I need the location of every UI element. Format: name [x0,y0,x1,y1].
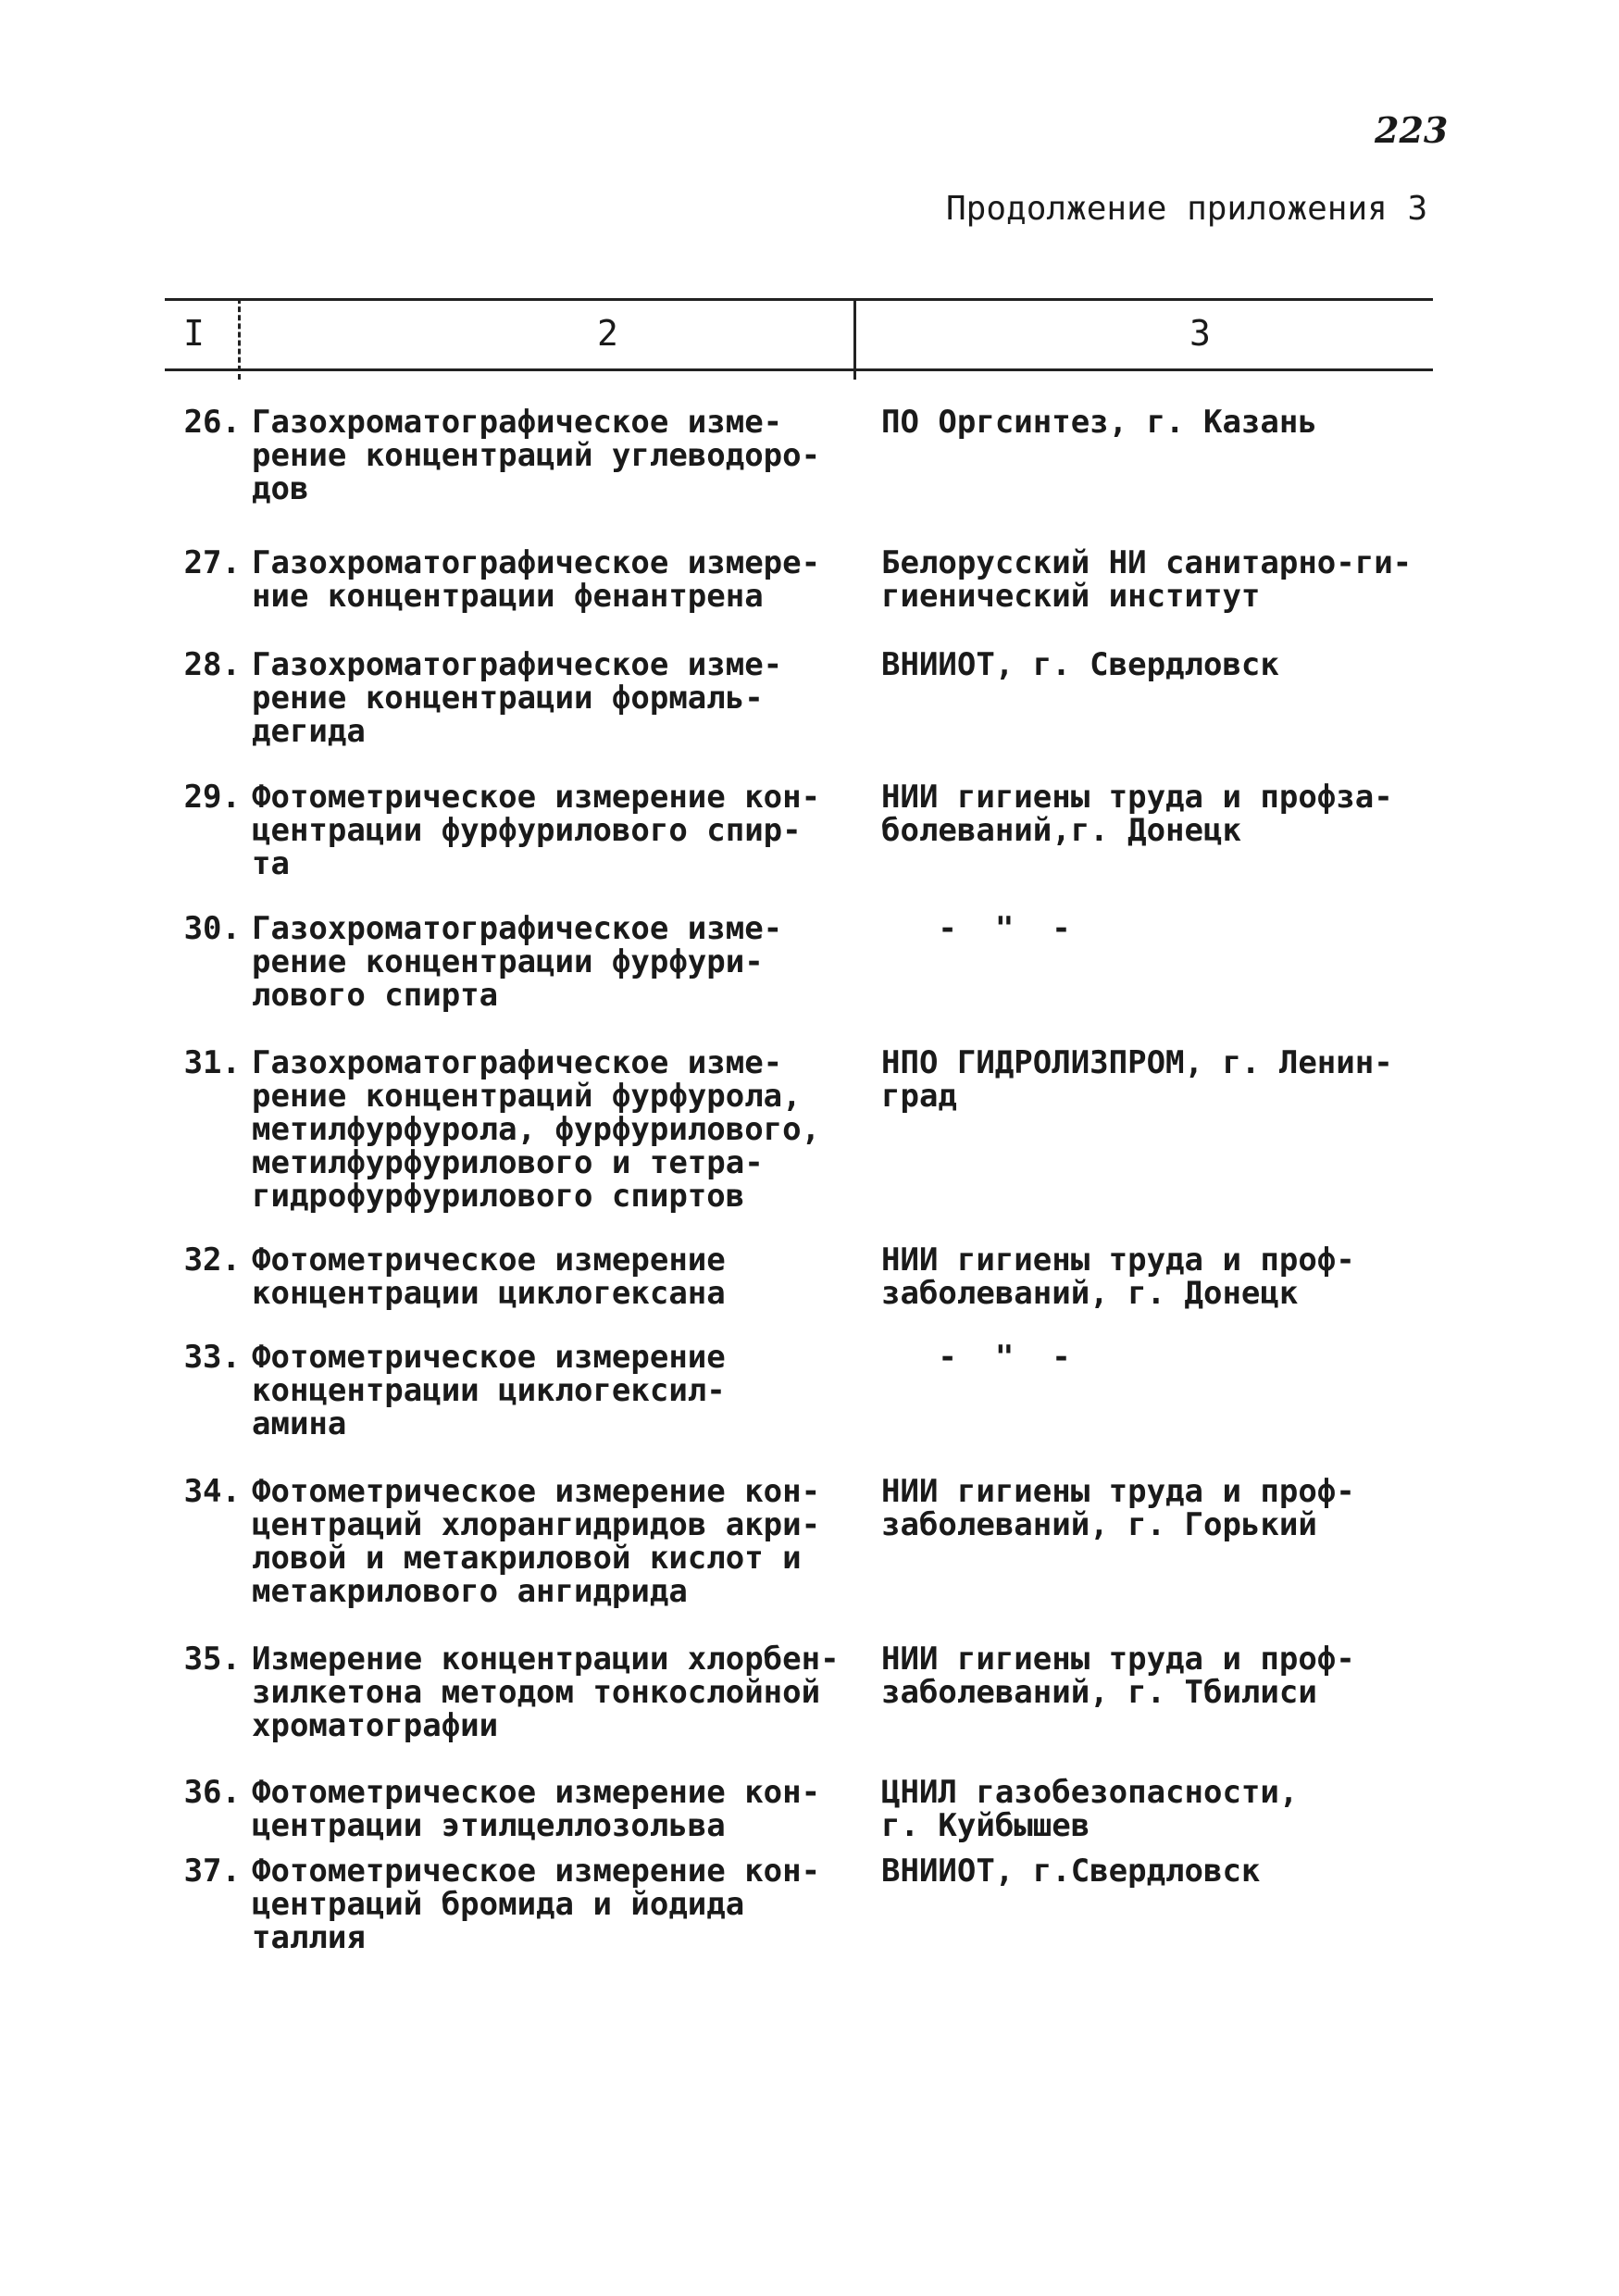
entry-organization: ПО Оргсинтез, г. Казань [881,404,1317,441]
column-header-3: 3 [1189,313,1211,354]
entry-number: 27. [183,544,241,581]
entry-organization: НПО ГИДРОЛИЗПРОМ, г. Ленин- град [881,1044,1393,1115]
entry-organization: Белорусский НИ санитарно-ги- гиенический институт [881,544,1413,615]
entry-number: 29. [183,779,241,816]
entry-description: Фотометрическое измерение кон- центрации фурфурилового спир- та [252,779,821,882]
table-header-rule [165,368,1433,371]
entry-organization: ВНИИОТ, г.Свердловск [881,1853,1261,1890]
continuation-title: Продолжение приложения 3 [946,190,1428,228]
table-top-rule [165,298,1433,301]
entry-organization: НИИ гигиены труда и проф- заболеваний, г. Горький [881,1473,1355,1543]
entry-number: 37. [183,1853,241,1890]
entry-description: Газохроматографическое изме- рение концентрации формаль- дегида [252,646,783,750]
entry-organization: - " - [881,1339,1071,1376]
entry-description: Фотометрическое измерение концентрации циклогексил- амина [252,1339,726,1442]
entry-description: Газохроматографическое измере- ние концентрации фенантрена [252,544,821,615]
entry-description: Фотометрическое измерение кон- центраций хлорангидридов акри- ловой и метакриловой кислот и метакрилового ангидрида [252,1473,821,1610]
column-header-2: 2 [597,313,618,354]
entry-organization: НИИ гигиены труда и проф- заболеваний, г. Тбилиси [881,1641,1355,1711]
entry-number: 26. [183,404,241,441]
entry-organization: - " - [881,910,1071,947]
entry-organization: ЦНИЛ газобезопасности, г. Куйбышев [881,1774,1299,1844]
column-header-1: I [183,313,205,354]
entry-number: 28. [183,646,241,683]
entry-number: 34. [183,1473,241,1510]
entry-description: Газохроматографическое изме- рение концентраций фурфурола, метилфурфурола, фурфурилового, метилфурфурилового и тетра- гидрофурфурилового спиртов [252,1044,821,1215]
entry-organization: НИИ гигиены труда и проф- заболеваний, г. Донецк [881,1242,1355,1312]
entry-description: Фотометрическое измерение кон- центраций бромида и йодида таллия [252,1853,821,1956]
column-divider-2 [853,298,856,380]
entry-description: Фотометрическое измерение концентрации циклогексана [252,1242,726,1312]
entry-number: 33. [183,1339,241,1376]
entry-number: 32. [183,1242,241,1279]
entry-description: Газохроматографическое изме- рение концентраций углеводоро- дов [252,404,821,507]
entry-number: 30. [183,910,241,947]
page-number: 223 [1375,109,1449,151]
entry-number: 35. [183,1641,241,1678]
entry-description: Измерение концентрации хлорбен- зилкетона методом тонкослойной хроматографии [252,1641,840,1744]
entry-description: Газохроматографическое изме- рение концентрации фурфури- лового спирта [252,910,783,1014]
entry-number: 31. [183,1044,241,1081]
entry-description: Фотометрическое измерение кон- центрации этилцеллозольва [252,1774,821,1844]
column-divider-1 [238,298,241,380]
entry-organization: ВНИИОТ, г. Свердловск [881,646,1279,683]
entry-number: 36. [183,1774,241,1811]
entry-organization: НИИ гигиены труда и профза- болеваний,г. Донецк [881,779,1393,849]
